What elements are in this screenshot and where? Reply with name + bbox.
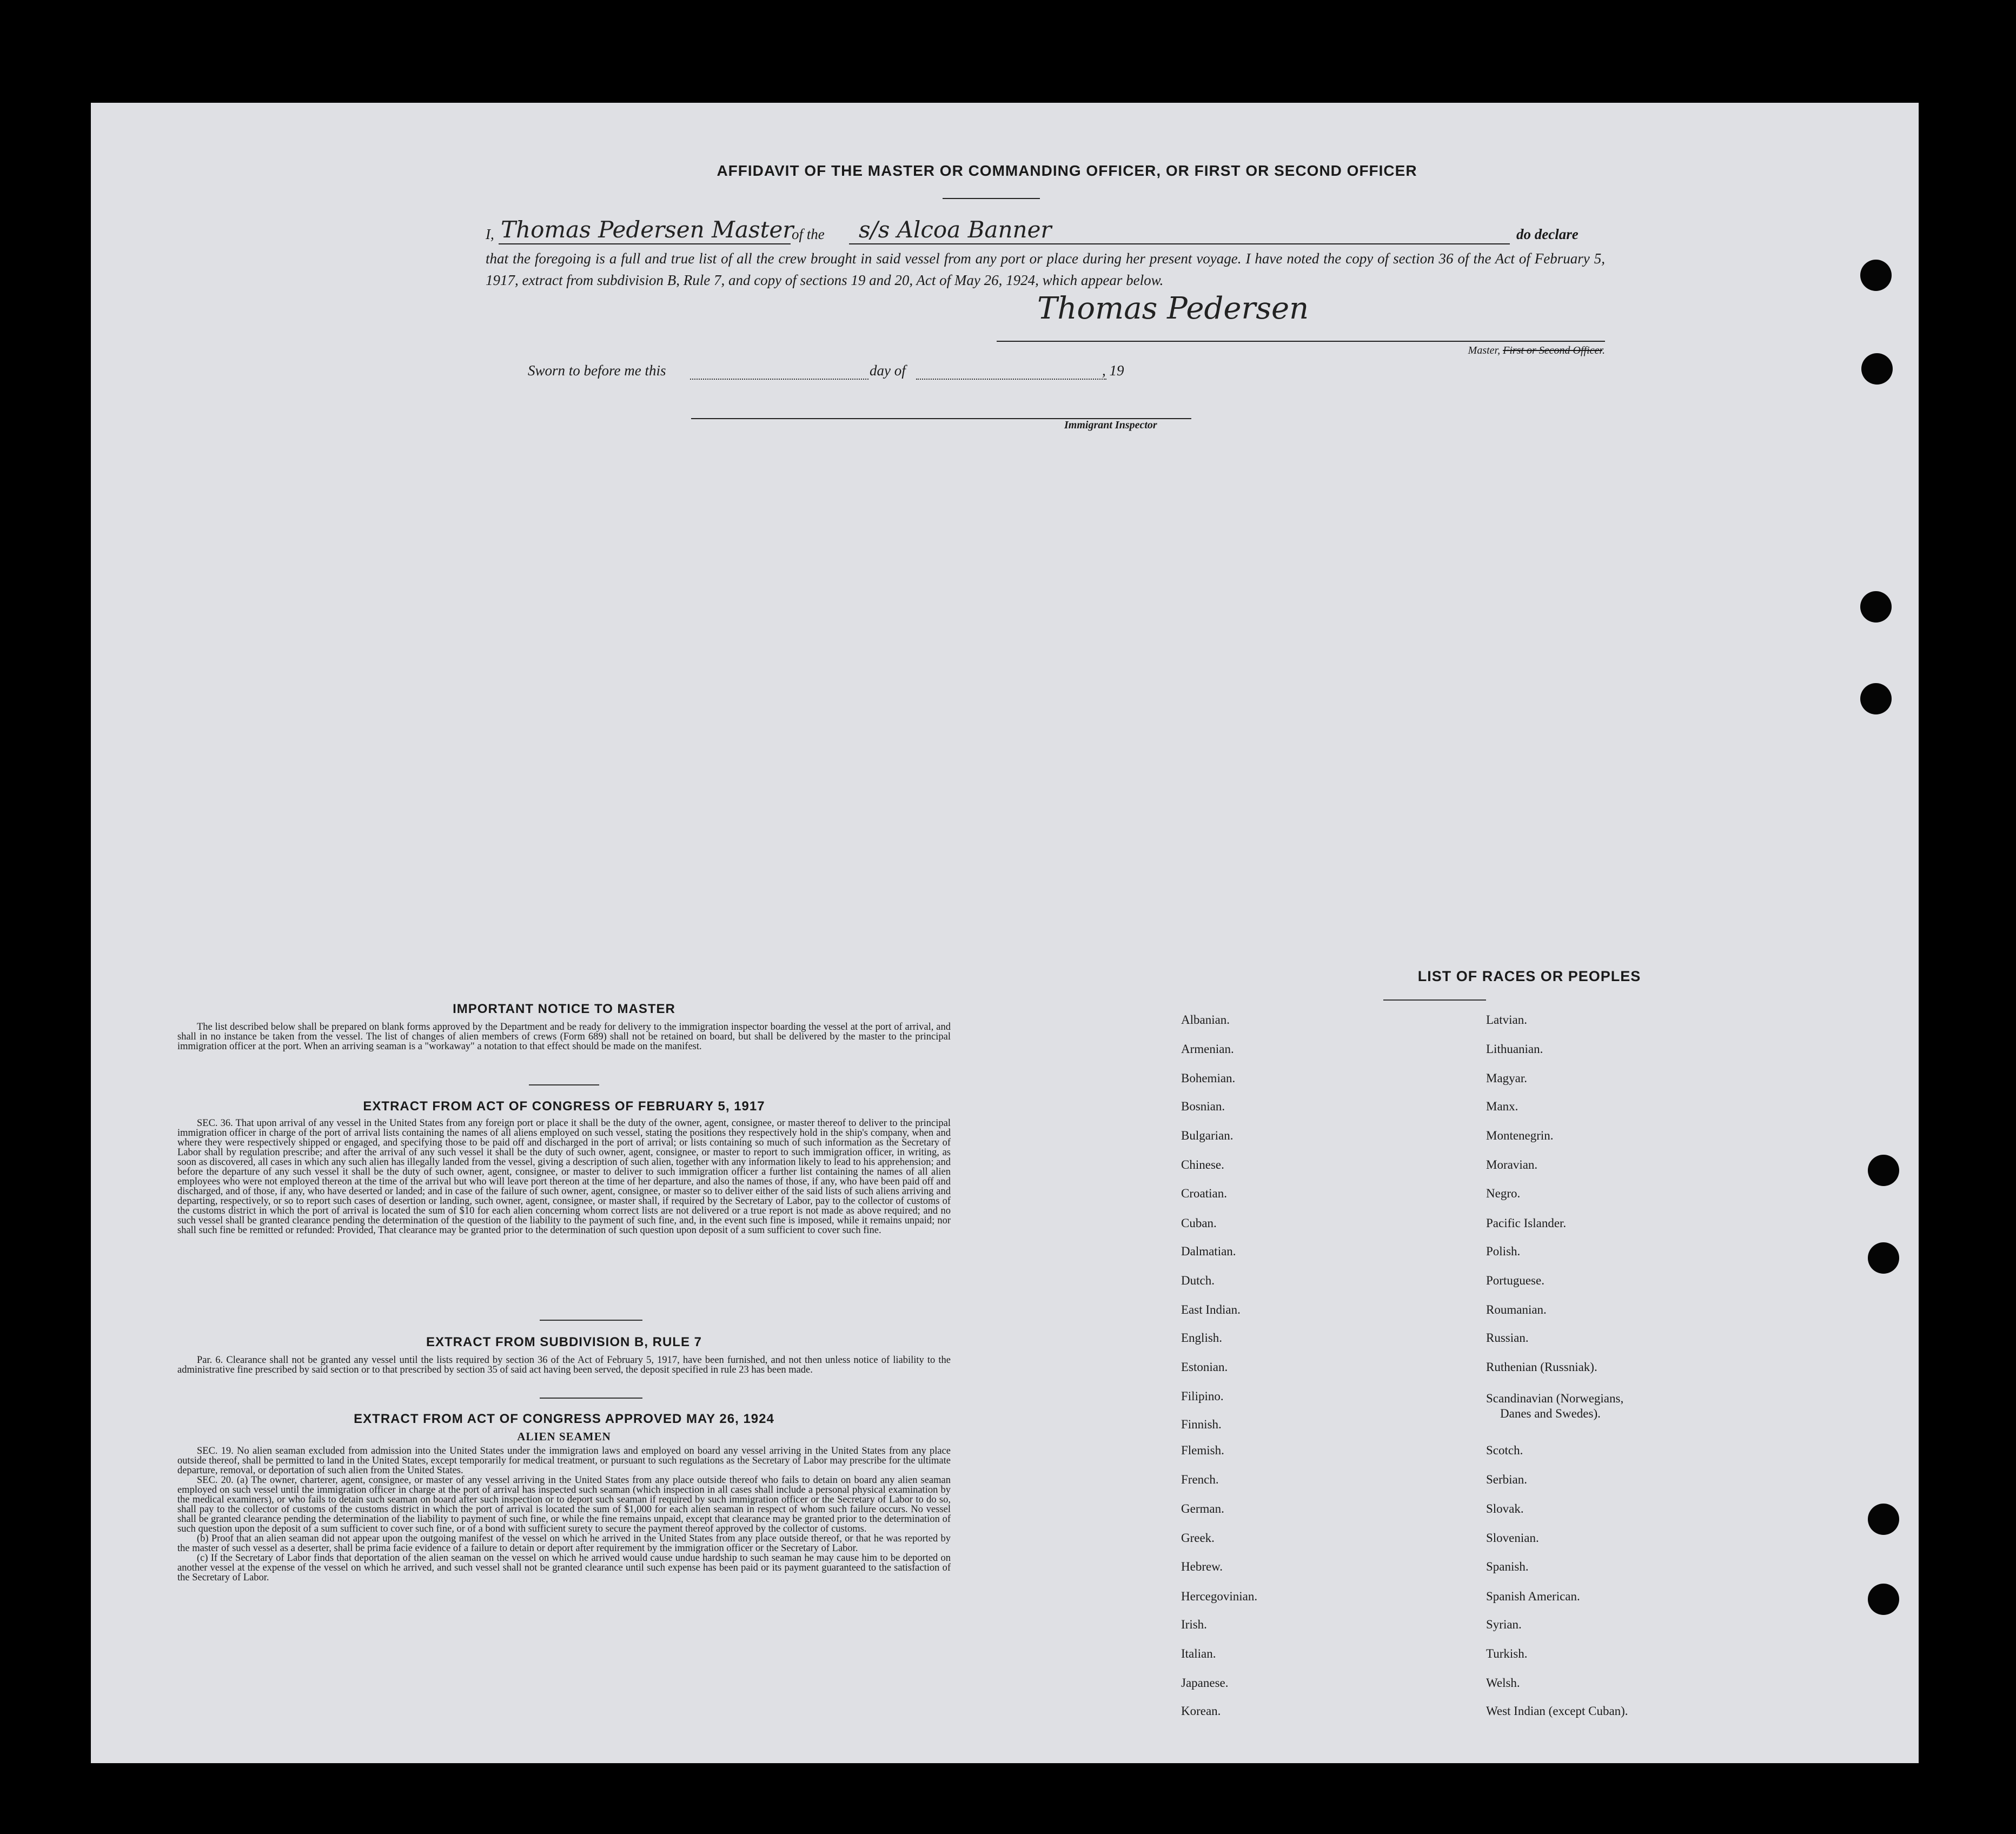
race-item: Moravian.	[1486, 1158, 1538, 1171]
subdivision-b-title: EXTRACT FROM SUBDIVISION B, RULE 7	[426, 1335, 702, 1349]
race-item: Dutch.	[1181, 1274, 1215, 1287]
race-item: Chinese.	[1181, 1158, 1224, 1171]
punch-hole	[1868, 1504, 1899, 1535]
races-title-divider	[1383, 999, 1486, 1001]
race-item: Greek.	[1181, 1531, 1215, 1545]
section-divider	[529, 1084, 599, 1085]
punch-hole	[1860, 591, 1892, 623]
race-item: Montenegrin.	[1486, 1129, 1554, 1142]
race-item: Cuban.	[1181, 1216, 1217, 1230]
race-item: Filipino.	[1181, 1389, 1224, 1403]
race-item: Latvian.	[1486, 1013, 1527, 1027]
sec-20c: (c) If the Secretary of Labor finds that deportation of the alien seaman on the vessel on which he arrived would cause undue hardship to such seaman he may cause him to be deported on another vessel at the expense of the vessel on which he arrived, and such vessel shall not be granted clearance until such expense has been paid or its payment guaranteed to the satisfaction of the Secretary of Labor.	[177, 1553, 951, 1583]
race-item: Bulgarian.	[1181, 1129, 1234, 1142]
punch-hole	[1860, 683, 1892, 714]
document-page	[91, 103, 1919, 1763]
race-item: Armenian.	[1181, 1042, 1234, 1056]
race-item: Korean.	[1181, 1704, 1221, 1718]
affidavit-declaration-line	[486, 216, 1605, 247]
race-item: Syrian.	[1486, 1618, 1522, 1631]
sworn-month-blank	[916, 379, 1106, 380]
race-item: Slovenian.	[1486, 1531, 1539, 1545]
sec-20a: SEC. 20. (a) The owner, charterer, agent, consignee, or master of any vessel arriving in the United States from any place outside thereof who fails to detain on board any alien seaman employed on such vessel until the immigration officer in charge at the port of arrival has inspected such seaman (which inspection in all cases shall include a personal physical examination by the medical examiners), or who fails to detain such seaman on board after such inspection or to deport such seaman if required by such immigration officer or the Secretary of Labor to do so, shall pay to the collector of customs of the customs district in which the port of arrival is located the sum of $1,000 for each alien seaman in respect of whom such failure occurs. No vessel shall be granted clearance pending the determination of the liability to payment of such fine, or while the fine remains unpaid, except that clearance may be granted prior to the determination of such question upon the deposit of a sum sufficient to cover such fine, or of a bond with sufficient surety to secure the payment thereof approved by the collector of customs.	[177, 1475, 951, 1534]
sec-20b: (b) Proof that an alien seaman did not appear upon the outgoing manifest of the vessel on which he arrived in the United States from any place outside thereof, or that he was reported by the master of such vessel as a deserter, shall be prima facie evidence of a failure to detain or deport after requirement by the immigration officer or the Secretary of Labor.	[177, 1533, 951, 1554]
race-item: Portuguese.	[1486, 1274, 1544, 1287]
race-item: Polish.	[1486, 1244, 1521, 1258]
race-item: Negro.	[1486, 1187, 1521, 1200]
race-item: Manx.	[1486, 1100, 1518, 1113]
race-item: Bosnian.	[1181, 1100, 1225, 1113]
punch-hole	[1868, 1584, 1899, 1615]
race-item: Scandinavian (Norwegians,	[1486, 1392, 1624, 1405]
race-item: Welsh.	[1486, 1676, 1520, 1690]
race-item: Magyar.	[1486, 1071, 1528, 1085]
sec-19: SEC. 19. No alien seaman excluded from admission into the United States under the immigration laws and employed on board any vessel arriving in the United States from any place outside thereof, shall be permitted to land in the United States, except temporarily for medical treatment, or pursuant to such regulations as the Secretary of Labor may prescribe for the ultimate departure, removal, or deportation of such alien from the United States.	[177, 1446, 951, 1476]
section-divider	[540, 1398, 642, 1399]
name-blank-line	[499, 243, 791, 244]
alien-seamen-subtitle: ALIEN SEAMEN	[517, 1430, 611, 1443]
race-item: Spanish American.	[1486, 1590, 1580, 1603]
signature-label: Master, First or Second Officer.	[1468, 345, 1605, 356]
notice-body: The list described below shall be prepared on blank forms approved by the Department and be ready for delivery to the immigration inspector boarding the vessel at the port of arrival, and shall in no instance be taken from the vessel. The list of changes of alien members of crews (Form 689) shall not be retained on board, but shall be delivered by the master to the principal immigration officer at the port. When an arriving seaman is a "workaway" a notation to that effect should be made on the manifest.	[177, 1022, 951, 1052]
race-item: German.	[1181, 1502, 1224, 1515]
race-item: Hebrew.	[1181, 1560, 1223, 1573]
notice-title: IMPORTANT NOTICE TO MASTER	[453, 1002, 675, 1016]
affidavit-body: that the foregoing is a full and true list of all the crew brought in said vessel from any port or place during her present voyage. I have noted the copy of section 36 of the Act of February 5, 1917, extract from subdivision B, Rule 7, and copy of sections 19 and 20, Act of May 26, 1924, which appear below.	[486, 250, 1605, 288]
subdivision-b-body: Par. 6. Clearance shall not be granted any vessel until the lists required by section 36 of the Act of February 5, 1917, have been furnished, and not then unless notice of liability to the administrative fine prescribed by said section or to that prescribed by section 35 of said act having been served, the deposit specified in rule 23 has been made.	[177, 1355, 951, 1375]
struck-officer-label: First or Second Officer	[1503, 345, 1602, 356]
race-item: Spanish.	[1486, 1560, 1529, 1573]
races-title: LIST OF RACES OR PEOPLES	[1417, 968, 1641, 984]
title-divider	[943, 198, 1040, 199]
race-item: French.	[1181, 1473, 1219, 1486]
race-item: Albanian.	[1181, 1013, 1230, 1027]
inspector-label: Immigrant Inspector	[1064, 419, 1157, 431]
do-declare-label: do declare	[1516, 226, 1579, 242]
race-item: Croatian.	[1181, 1187, 1227, 1200]
race-item: Finnish.	[1181, 1418, 1222, 1431]
race-item: Japanese.	[1181, 1676, 1229, 1690]
race-item: West Indian (except Cuban).	[1486, 1704, 1628, 1718]
race-item: Serbian.	[1486, 1473, 1528, 1486]
of-the-label: of the	[792, 226, 825, 242]
master-signature: Thomas Pedersen	[1037, 291, 1309, 326]
race-item: Dalmatian.	[1181, 1244, 1236, 1258]
extract-1917-title: EXTRACT FROM ACT OF CONGRESS OF FEBRUARY 5, 1917	[363, 1099, 765, 1114]
sworn-line: Sworn to before me this day of , 19	[528, 362, 1124, 379]
section-divider	[540, 1320, 642, 1321]
race-item: Irish.	[1181, 1618, 1207, 1631]
race-item: Russian.	[1486, 1331, 1529, 1345]
race-item: Turkish.	[1486, 1647, 1528, 1660]
punch-hole	[1868, 1155, 1899, 1186]
race-item: Pacific Islander.	[1486, 1216, 1567, 1230]
vessel-blank-line	[849, 243, 1510, 244]
extract-1924-body	[177, 1446, 951, 1583]
extract-1917-body: SEC. 36. That upon arrival of any vessel in the United States from any foreign port or place it shall be the duty of the owner, agent, consignee, or master thereof to deliver to the principal immigration officer in charge of the port of arrival lists containing the names of all aliens employed on such vessel, stating the positions they respectively hold in the ship's company, when and where they were respectively shipped or engaged, and specifying those to be paid off and discharged in the port of arrival; or lists containing so much of such information as the Secretary of Labor shall by regulation prescribe; and after the arrival of any such vessel it shall be the duty of such owner, agent, consignee, or master to report to such immigration officer, in writing, as soon as discovered, all cases in which any such alien has illegally landed from the vessel, giving a description of such alien, together with any information likely to lead to his apprehension; and before the departure of any such vessel it shall be the duty of such owner, agent, consignee, or master to deliver to such immigration officer a further list containing the names of all alien employees who were not employed thereon at the time of the arrival but who will leave port thereon at the time of her departure, and also the names of those, if any, who have been paid off and discharged, and of those, if any, who have deserted or landed; and in case of the failure of such owner, agent, consignee, or master so to deliver either of the said lists of such aliens arriving and departing, respectively, or so to report such cases of desertion or landing, such owner, agent, consignee, or master shall, if required by the Secretary of Labor, pay to the collector of customs of the customs district in which the port of arrival is located the sum of $10 for each alien concerning whom correct lists are not delivered or a true report is not made as above required; and no such vessel shall be granted clearance pending the determination of the question of the liability to the payment of such fine, and, in the event such fine is imposed, while it remains unpaid; nor shall such fine be remitted or refunded: Provided, That clearance may be granted prior to the determination of such question upon deposit of a sum sufficient to cover such fine.	[177, 1118, 951, 1236]
race-item: Slovak.	[1486, 1502, 1524, 1515]
race-item: Italian.	[1181, 1647, 1216, 1660]
race-item: Scotch.	[1486, 1444, 1523, 1457]
line-prefix: I,	[486, 226, 494, 242]
sworn-day-blank	[690, 379, 868, 380]
race-item: East Indian.	[1181, 1303, 1241, 1316]
race-item: English.	[1181, 1331, 1223, 1345]
race-item: Roumanian.	[1486, 1303, 1547, 1316]
handwritten-master-name: Thomas Pedersen Master	[501, 216, 794, 243]
race-item: Ruthenian (Russniak).	[1486, 1360, 1597, 1374]
punch-hole	[1860, 260, 1892, 291]
extract-1924-title: EXTRACT FROM ACT OF CONGRESS APPROVED MAY 26, 1924	[354, 1412, 774, 1426]
race-item: Lithuanian.	[1486, 1042, 1543, 1056]
punch-hole	[1861, 353, 1893, 385]
race-item: Danes and Swedes).	[1500, 1407, 1601, 1420]
punch-hole	[1868, 1242, 1899, 1274]
race-item: Flemish.	[1181, 1444, 1224, 1457]
race-item: Bohemian.	[1181, 1071, 1236, 1085]
affidavit-title: AFFIDAVIT OF THE MASTER OR COMMANDING OFFICER, OR FIRST OR SECOND OFFICER	[717, 162, 1417, 179]
race-item: Hercegovinian.	[1181, 1590, 1258, 1603]
handwritten-vessel-name: s/s Alcoa Banner	[859, 216, 1052, 243]
race-item: Estonian.	[1181, 1360, 1228, 1374]
signature-line	[997, 341, 1605, 342]
